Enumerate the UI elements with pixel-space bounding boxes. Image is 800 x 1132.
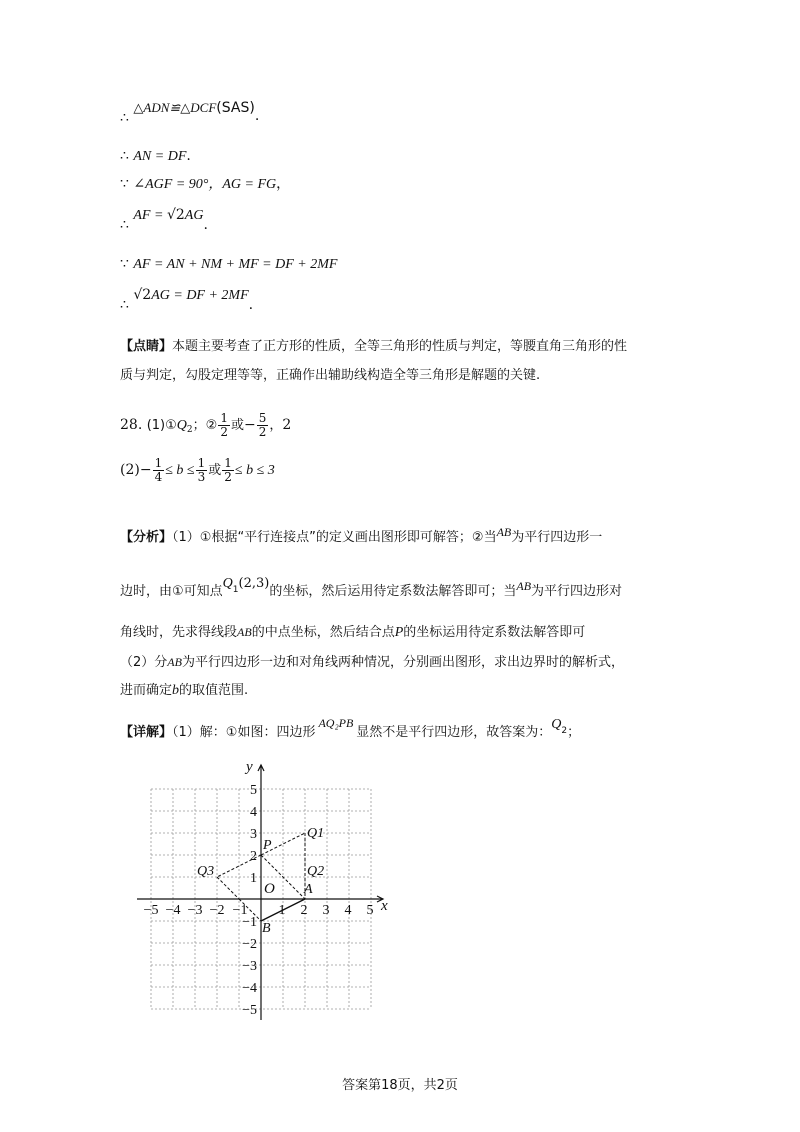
y-tick: −5 xyxy=(242,1003,257,1018)
fraction-one-quarter xyxy=(153,457,165,484)
answer-q: Q xyxy=(551,717,562,732)
analysis-line-5 xyxy=(120,681,248,701)
y-tick: −2 xyxy=(242,937,257,952)
segment-ab: AB xyxy=(167,655,182,669)
proof-line-3 xyxy=(120,174,290,195)
numerator: 1 xyxy=(154,455,163,470)
comment-line-1 xyxy=(120,337,627,357)
point-label-q1: Q1 xyxy=(307,826,325,841)
analysis-line-4 xyxy=(120,652,624,673)
analysis-text-1: （1）①根据“平行连接点”的定义画出图形即可解答；②当 xyxy=(172,530,497,545)
denominator: 4 xyxy=(154,469,163,484)
inequality-2: ≤ b ≤ 3 xyxy=(234,463,275,478)
y-tick: 3 xyxy=(250,827,257,842)
detail-text-1-mid: 显然不是平行四边形，故答案为： xyxy=(356,725,552,740)
separator-1: ；② xyxy=(192,418,218,433)
origin-label: O xyxy=(264,881,275,897)
af-lhs: AF = xyxy=(133,208,167,223)
y-tick: 2 xyxy=(250,849,257,864)
therefore-symbol: ∴ xyxy=(120,110,129,126)
fraction-one-half xyxy=(218,412,230,439)
proof-line-1 xyxy=(120,98,260,126)
x-tick: −4 xyxy=(165,903,181,918)
analysis-text-2-mid: 的坐标，然后运用待定系数法解答即可；当 xyxy=(269,584,517,599)
detail-tag: 【详解】 xyxy=(120,725,173,740)
analysis-text-5: 进而确定 xyxy=(120,683,173,698)
angle-condition: ∠AGF = 90°，AG = FG xyxy=(133,177,277,192)
equation-an-df: AN = DF xyxy=(133,149,187,164)
point-q1-subscript: 1 xyxy=(232,585,239,595)
answer-28-part2 xyxy=(120,450,275,490)
segment-ab: AB xyxy=(496,525,512,539)
because-symbol: ∵ xyxy=(120,256,129,272)
final-equation: AG = DF + 2MF xyxy=(151,288,249,303)
q2-letter: Q xyxy=(176,418,187,433)
point-label-a: A xyxy=(304,882,313,897)
part1-label: (1)① xyxy=(146,418,177,433)
point-label-q2: Q2 xyxy=(307,864,325,879)
axes xyxy=(137,765,383,1020)
denominator: 3 xyxy=(197,469,206,484)
denominator: 2 xyxy=(220,424,228,439)
y-tick: 5 xyxy=(250,783,257,798)
x-tick-labels xyxy=(144,903,374,918)
line-end: . xyxy=(186,148,191,164)
proof-line-6 xyxy=(120,285,254,313)
analysis-text-1-end: 为平行四边形一 xyxy=(511,530,603,545)
denominator: 2 xyxy=(258,424,267,439)
y-tick: 4 xyxy=(250,805,257,820)
answer-28-part1 xyxy=(120,405,291,445)
x-tick: 5 xyxy=(366,903,374,918)
y-tick-labels xyxy=(242,783,257,1018)
analysis-line-1 xyxy=(120,527,602,548)
proof-line-5 xyxy=(120,254,337,275)
negative-sign: − xyxy=(139,462,152,478)
comment-text-1: 本题主要考查了正方形的性质，全等三角形的性质与判定，等腰直角三角形的性 xyxy=(172,339,628,354)
detail-line-1 xyxy=(120,716,581,752)
analysis-text-2: 边时，由①可知点 xyxy=(120,584,223,599)
separator-2: ， xyxy=(269,418,283,433)
line-end: ， xyxy=(276,176,291,192)
analysis-tag: 【分析】 xyxy=(120,530,173,545)
y-tick: −1 xyxy=(242,915,257,930)
value-two: 2 xyxy=(282,417,292,433)
segment-ab: AB xyxy=(516,579,532,593)
segment-ab: AB xyxy=(237,625,252,639)
proof-line-2 xyxy=(120,146,191,167)
numerator: 1 xyxy=(220,410,228,425)
comment-text-2: 质与判定，勾股定理等等，正确作出辅助线构造全等三角形是解题的关键. xyxy=(120,368,541,383)
x-axis-label: x xyxy=(381,898,388,914)
page-footer xyxy=(0,1076,800,1096)
line-end: . xyxy=(248,297,254,313)
therefore-symbol: ∴ xyxy=(120,297,129,313)
quadrilateral-name: AQ₂PB xyxy=(318,716,354,730)
x-tick: −3 xyxy=(187,903,203,918)
inequality-1: ≤ b ≤ xyxy=(165,463,195,478)
point-p: P xyxy=(394,625,404,640)
therefore-symbol: ∴ xyxy=(120,148,129,164)
analysis-text-2-end: 为平行四边形对 xyxy=(531,584,623,599)
coordinate-graph xyxy=(130,755,400,1025)
denominator: 2 xyxy=(224,469,232,484)
analysis-text-4: （2）分 xyxy=(120,655,168,670)
af-rhs: AG xyxy=(184,208,204,223)
x-tick: −1 xyxy=(232,903,248,918)
x-tick: −2 xyxy=(209,903,225,918)
point-label-p: P xyxy=(263,838,272,853)
point-label-q3: Q3 xyxy=(197,864,215,879)
analysis-text-3: 角线时，先求得线段 xyxy=(120,625,238,640)
because-symbol: ∵ xyxy=(120,176,129,192)
congruence-reason: (SAS) xyxy=(216,100,255,116)
analysis-text-3-mid: 的中点坐标，然后结合点 xyxy=(251,625,395,640)
detail-text-1: （1）解：①如图：四边形 xyxy=(172,725,316,740)
line-end: . xyxy=(254,108,260,124)
detail-text-1-end: ； xyxy=(567,725,581,740)
part2-label: (2) xyxy=(120,462,140,478)
negative-sign: − xyxy=(243,417,256,433)
x-tick: −5 xyxy=(143,903,159,918)
or-text: 或 xyxy=(230,418,244,433)
af-sum-equation: AF = AN + NM + MF = DF + 2MF xyxy=(133,257,338,272)
or-text: 或 xyxy=(208,463,222,478)
x-tick: 4 xyxy=(344,903,352,918)
variable-b: b xyxy=(172,683,180,698)
analysis-text-4-end: 为平行四边形一边和对角线两种情况，分别画出图形，求出边界时的解析式， xyxy=(181,655,624,670)
analysis-text-3-end: 的坐标运用待定系数法解答即可 xyxy=(403,625,586,640)
question-number: 28. xyxy=(120,417,143,433)
fraction-one-half-b xyxy=(222,457,234,484)
x-tick: 3 xyxy=(322,903,330,918)
proof-line-4 xyxy=(120,205,208,233)
numerator: 5 xyxy=(258,410,267,425)
point-q1-coordinates: (2,3) xyxy=(238,576,270,591)
y-tick: 1 xyxy=(250,871,257,886)
point-q1: Q xyxy=(222,576,233,591)
numerator: 1 xyxy=(197,455,206,470)
sqrt-two: √2 xyxy=(133,287,152,303)
footer-text: 答案第18页，共2页 xyxy=(342,1078,458,1093)
therefore-symbol: ∴ xyxy=(120,217,129,233)
y-tick: −4 xyxy=(242,981,257,996)
point-label-b: B xyxy=(262,921,271,936)
sqrt-two: √2 xyxy=(166,207,185,223)
congruence-expression: △ADN≌△DCF xyxy=(133,100,217,115)
fraction-five-halves xyxy=(257,412,269,439)
analysis-line-3 xyxy=(120,622,585,643)
y-axis-label: y xyxy=(246,759,253,775)
line-end: . xyxy=(203,217,208,233)
fraction-one-third xyxy=(196,457,208,484)
answer-q-subscript: 2 xyxy=(561,726,568,736)
numerator: 1 xyxy=(224,455,232,470)
comment-tag: 【点睛】 xyxy=(120,339,173,354)
x-tick: 1 xyxy=(278,903,286,918)
analysis-text-5-end: 的取值范围. xyxy=(179,683,249,698)
analysis-line-2 xyxy=(120,576,623,606)
q2-subscript: 2 xyxy=(186,425,193,435)
y-tick: −3 xyxy=(242,959,257,974)
comment-line-2 xyxy=(120,366,540,386)
x-tick: 2 xyxy=(300,903,308,918)
